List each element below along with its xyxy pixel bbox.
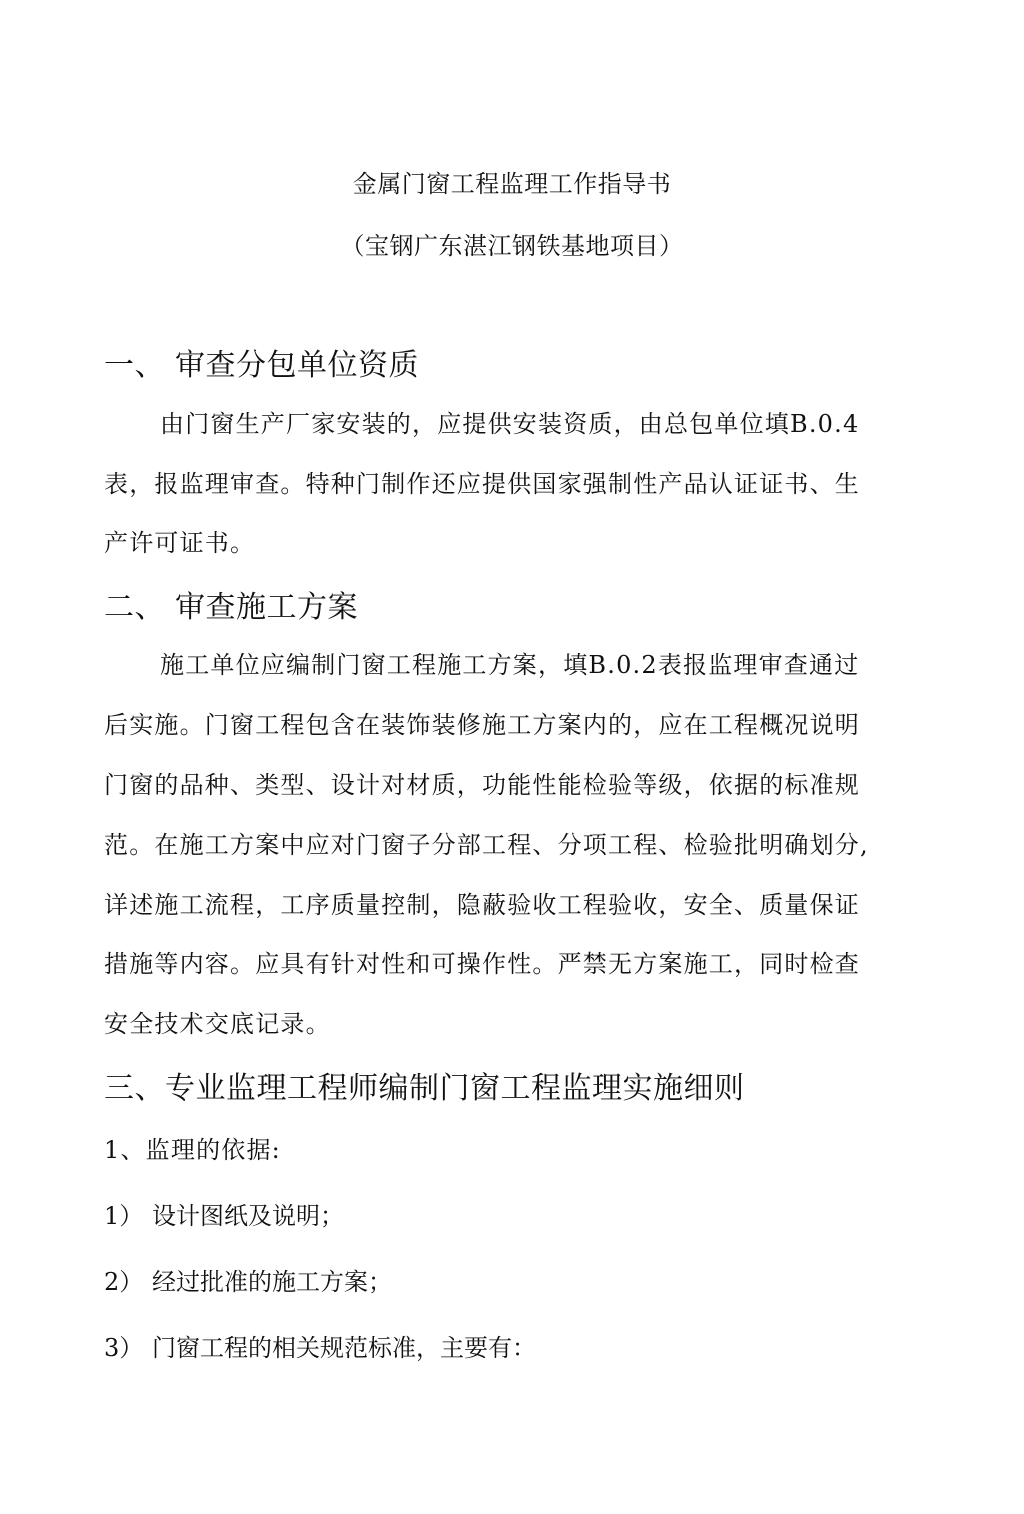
list-item-text: 经过批准的施工方案；	[152, 1268, 392, 1296]
list-item-text: 门窗工程的相关规范标准，主要有：	[152, 1334, 536, 1362]
section-3-subheading: 1、监理的依据:	[104, 1136, 281, 1164]
section-1-line: 由门窗生产厂家安装的，应提供安装资质，由总包单位填B.0.4	[160, 410, 860, 438]
list-item	[104, 1196, 344, 1231]
section-2-line: 后实施。门窗工程包含在装饰装修施工方案内的，应在工程概况说明	[104, 711, 860, 739]
section-1-line: 产许可证书。	[104, 529, 256, 557]
section-1-heading: 一、 审查分包单位资质	[104, 348, 420, 383]
section-2-line: 安全技术交底记录。	[104, 1010, 331, 1038]
list-item	[104, 1262, 392, 1297]
section-2-line: 范。在施工方案中应对门窗子分部工程、分项工程、检验批明确划分,	[104, 831, 869, 859]
section-3-heading: 三、专业监理工程师编制门窗工程监理实施细则	[104, 1071, 745, 1106]
list-item	[104, 1328, 536, 1363]
section-1-line: 表，报监理审查。特种门制作还应提供国家强制性产品认证证书、生	[104, 470, 860, 498]
section-2-line: 措施等内容。应具有针对性和可操作性。严禁无方案施工，同时检查	[104, 950, 860, 978]
section-2-heading: 二、 审查施工方案	[104, 590, 359, 625]
list-item-text: 设计图纸及说明；	[152, 1202, 344, 1230]
list-item-number: 3）	[104, 1334, 144, 1362]
section-2-line: 门窗的品种、类型、设计对材质，功能性能检验等级，依据的标准规	[104, 771, 860, 799]
list-item-number: 2）	[104, 1268, 144, 1296]
list-item-number: 1）	[104, 1202, 144, 1230]
section-2-line: 施工单位应编制门窗工程施工方案，填B.0.2表报监理审查通过	[160, 651, 860, 679]
section-2-line: 详述施工流程，工序质量控制，隐蔽验收工程验收，安全、质量保证	[104, 891, 860, 919]
document-title: 金属门窗工程监理工作指导书	[352, 170, 672, 198]
document-subtitle: （宝钢广东湛江钢铁基地项目）	[340, 232, 684, 260]
